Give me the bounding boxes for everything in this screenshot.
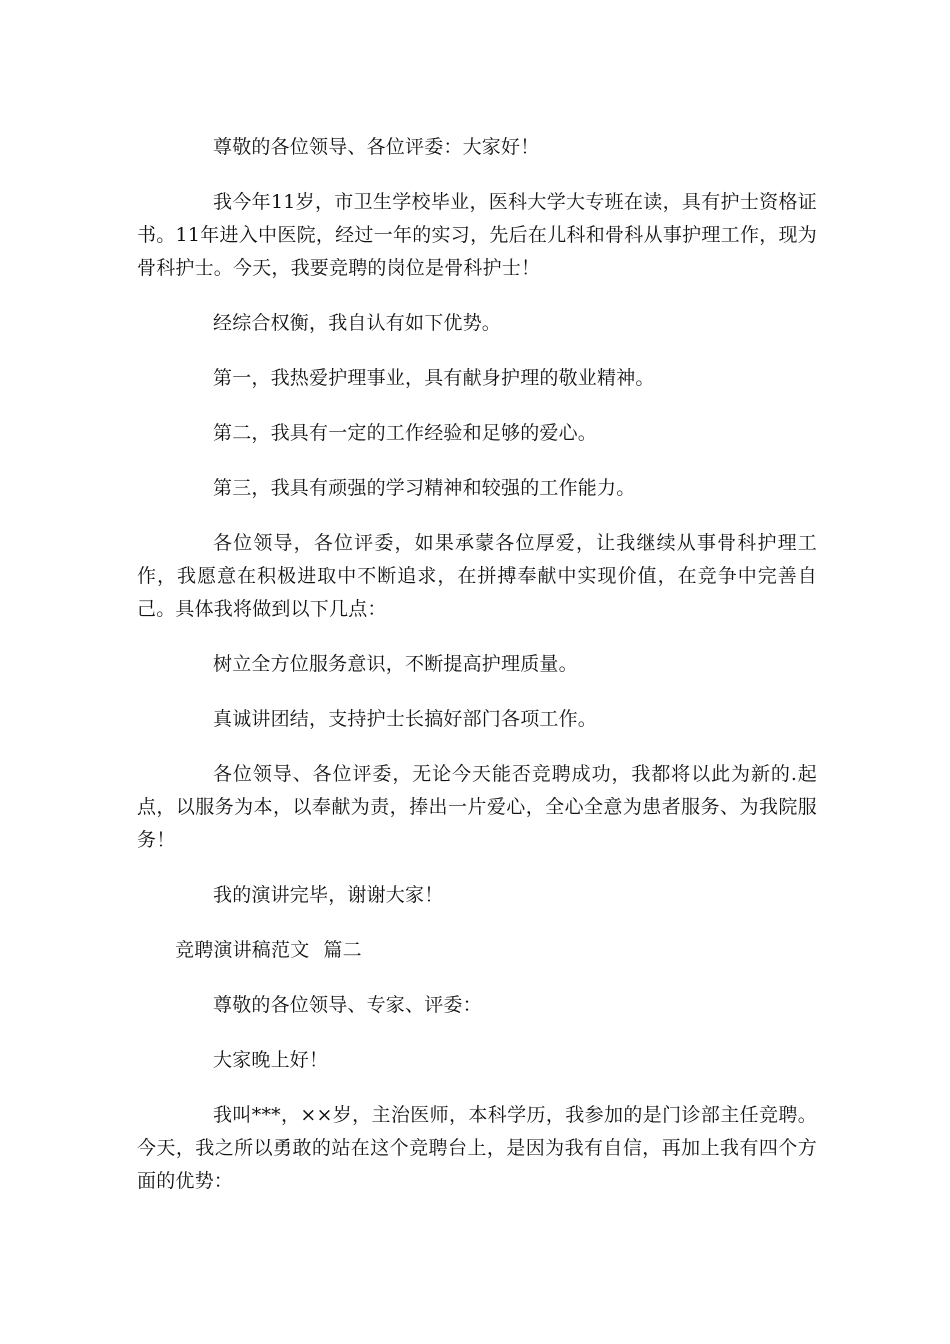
- advantages-intro-paragraph: 经综合权衡，我自认有如下优势。: [213, 312, 502, 334]
- advantage-second-paragraph: 第二，我具有一定的工作经验和足够的爱心。: [213, 422, 598, 444]
- unity-point-paragraph: 真诚讲团结，支持护士长搞好部门各项工作。: [213, 708, 598, 730]
- self-intro-paragraph: 我叫***，××岁，主治医师，本科学历，我参加的是门诊部主任竞聘。今天，我之所以勇敢的站在这个竞聘台上，是因为我有自信，再加上我有四个方面的优势：: [137, 1104, 817, 1192]
- intro-paragraph: 我今年11岁，市卫生学校毕业，医科大学大专班在读，具有护士资格证书。11年进入中医院，经过一年的实习，先后在儿科和骨科从事护理工作，现为骨科护士。今天，我要竞聘的岗位是骨科护士！: [137, 191, 817, 279]
- service-point-paragraph: 树立全方位服务意识，不断提高护理质量。: [213, 653, 578, 675]
- greeting-paragraph: 尊敬的各位领导、各位评委：大家好！: [213, 136, 540, 158]
- commitment-paragraph: 各位领导，各位评委，如果承蒙各位厚爱，让我继续从事骨科护理工作，我愿意在积极进取中不断追求，在拼搏奉献中实现价值，在竞争中完善自己。具体我将做到以下几点：: [137, 532, 817, 620]
- section-heading: [175, 934, 362, 967]
- greeting-2-paragraph: 尊敬的各位领导、专家、评委：: [213, 994, 482, 1016]
- section-heading-title: 竞聘演讲稿范文: [175, 939, 310, 961]
- section-heading-part: 篇二: [323, 939, 362, 961]
- advantage-first-paragraph: 第一，我热爱护理事业，具有献身护理的敬业精神。: [213, 367, 655, 389]
- advantage-third-paragraph: 第三，我具有顽强的学习精神和较强的工作能力。: [213, 477, 636, 499]
- evening-greeting-paragraph: 大家晚上好！: [213, 1049, 329, 1071]
- closing-paragraph: 各位领导、各位评委，无论今天能否竞聘成功，我都将以此为新的.起点，以服务为本，以奉献为责，捧出一片爱心，全心全意为患者服务、为我院服务！: [137, 763, 817, 851]
- thanks-paragraph: 我的演讲完毕，谢谢大家！: [213, 884, 444, 906]
